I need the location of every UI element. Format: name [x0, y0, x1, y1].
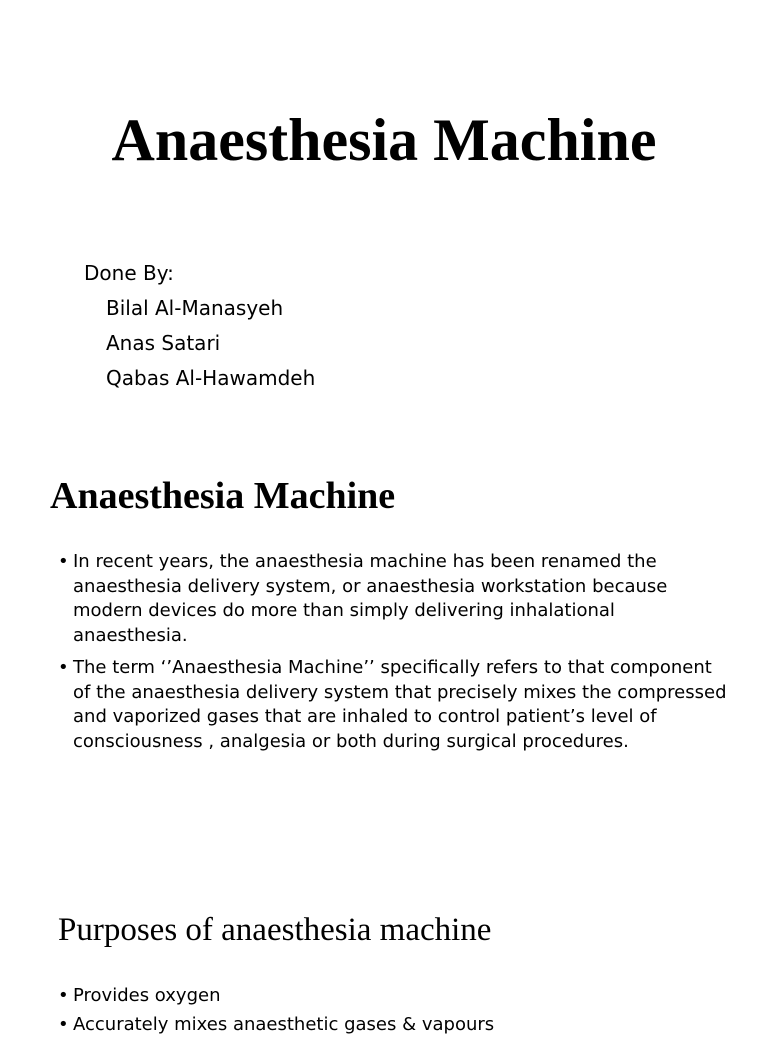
slide-1-title: Anaesthesia Machine — [111, 107, 657, 173]
bullet-item: • Provides oxygen — [58, 983, 730, 1009]
slide-3-bullet-list — [58, 983, 730, 1041]
slide-2-title: Anaesthesia Machine — [50, 475, 396, 517]
slide-3-title: Purposes of anaesthesia machine — [58, 912, 492, 948]
bullet-item: • In recent years, the anaesthesia machine has been renamed the anaesthesia delivery system, or anaesthesia workstation because modern devices do more than simply delivering inhalational anaesthesia. — [58, 550, 730, 648]
author-name: Qabas Al-Hawamdeh — [106, 366, 316, 390]
slide-2-bullet-list — [58, 550, 730, 754]
author-name: Anas Satari — [106, 331, 221, 355]
author-name: Bilal Al-Manasyeh — [106, 296, 284, 320]
done-by-label: Done By: — [84, 261, 174, 285]
bullet-item: • The term ‘’Anaesthesia Machine’’ specifically refers to that component of the anaesthesia delivery system that precisely mixes the compressed and vaporized gases that are inhaled to control patient’s level of consciousness , analgesia or both during surgical procedures. — [58, 656, 730, 754]
authors-block — [84, 256, 315, 396]
bullet-item: • Accurately mixes anaesthetic gases & vapours — [58, 1012, 730, 1038]
